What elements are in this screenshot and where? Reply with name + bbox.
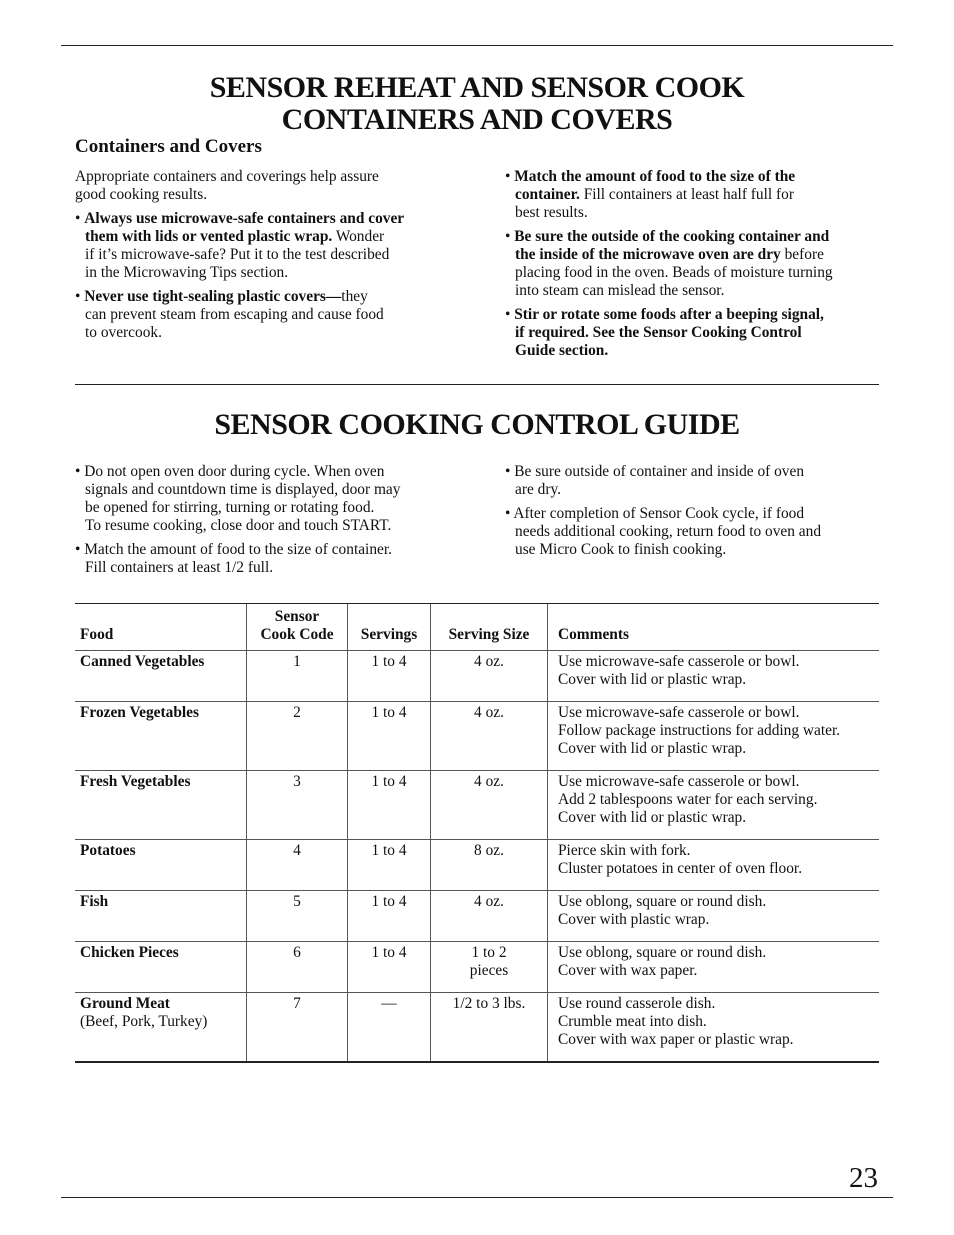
cell-food — [75, 993, 247, 1063]
cell-servings: 1 to 4 — [348, 891, 431, 942]
cell-comments: Use oblong, square or round dish. Cover with plastic wrap. — [548, 891, 880, 942]
food-name: Chicken Pieces — [80, 944, 179, 961]
cell-comments: Use microwave-safe casserole or bowl. Cover with lid or plastic wrap. — [548, 651, 880, 702]
food-name: Fish — [80, 893, 109, 910]
table-row — [75, 651, 879, 702]
table-row — [75, 840, 879, 891]
bullet-text: After completion of Sensor Cook cycle, if food needs additional cooking, return food to oven and use Micro Cook to finish cooking. — [513, 505, 822, 558]
cell-code: 3 — [247, 771, 348, 840]
bullet-text: Do not open oven door during cycle. When oven signals and countdown time is displayed, door may be opened for stirring, turning or rotating food. To resume cooking, close door and touch START. — [84, 463, 401, 534]
list-item: • Do not open oven door during cycle. When oven signals and countdown time is displayed, door may be opened for stirring, turning or rotating food. To resume cooking, close door and touch START. — [75, 463, 401, 534]
cell-code: 4 — [247, 840, 348, 891]
table-row — [75, 942, 879, 993]
list-item: • Be sure the outside of the cooking container and the inside of the microwave oven are dry before placing food in the oven. Beads of moisture turning into steam can mislead the sensor. — [505, 228, 833, 299]
header-serving-size: Serving Size — [431, 604, 548, 651]
cell-size: 1/2 to 3 lbs. — [431, 993, 548, 1063]
cell-comments: Use microwave-safe casserole or bowl. Add 2 tablespoons water for each serving. Cover with lid or plastic wrap. — [548, 771, 880, 840]
list-item: • Match the amount of food to the size of container. Fill containers at least 1/2 full. — [75, 541, 392, 576]
cell-code: 1 — [247, 651, 348, 702]
top-rule — [61, 45, 893, 46]
list-item: • After completion of Sensor Cook cycle, if food needs additional cooking, return food to oven and use Micro Cook to finish cooking. — [505, 505, 822, 558]
page-number: 23 — [849, 1162, 878, 1194]
food-name: Fresh Vegetables — [80, 773, 191, 790]
bullet-bold: Stir or rotate some foods after a beeping signal, if required. See the Sensor Cooking Control Guide section. — [514, 306, 824, 359]
cell-servings: — — [348, 993, 431, 1063]
bullet-bold: Always use microwave-safe containers and cover them with lids or vented plastic wrap. — [84, 210, 405, 245]
sensor-cooking-table — [75, 603, 879, 1063]
cell-food — [75, 942, 247, 993]
food-name: Frozen Vegetables — [80, 704, 199, 721]
page-title: SENSOR REHEAT AND SENSOR COOK CONTAINERS AND COVERS — [209, 71, 745, 136]
cell-code: 2 — [247, 702, 348, 771]
cell-comments: Use microwave-safe casserole or bowl. Follow package instructions for adding water. Cover with lid or plastic wrap. — [548, 702, 880, 771]
cell-code: 7 — [247, 993, 348, 1063]
table-row — [75, 891, 879, 942]
cell-code: 6 — [247, 942, 348, 993]
guide-left-column — [75, 463, 455, 583]
guide-right-column — [505, 463, 885, 565]
table-row — [75, 702, 879, 771]
cell-size: 1 to 2 pieces — [431, 942, 548, 993]
containers-intro: Appropriate containers and coverings help assure good cooking results. — [75, 168, 379, 203]
bullet-text: Fill containers at least half full for best results. — [515, 186, 794, 221]
bullet-bold: Be sure the outside of the cooking container and the inside of the microwave oven are dry — [514, 228, 830, 263]
cell-food — [75, 891, 247, 942]
food-name: Canned Vegetables — [80, 653, 205, 670]
cell-servings: 1 to 4 — [348, 651, 431, 702]
cell-size: 4 oz. — [431, 651, 548, 702]
bottom-rule — [61, 1197, 893, 1198]
list-item: • Stir or rotate some foods after a beeping signal, if required. See the Sensor Cooking Control Guide section. — [505, 306, 824, 359]
cell-servings: 1 to 4 — [348, 702, 431, 771]
header-comments: Comments — [548, 604, 880, 651]
cell-comments: Pierce skin with fork. Cluster potatoes in center of oven floor. — [548, 840, 880, 891]
guide-title: SENSOR COOKING CONTROL GUIDE — [214, 408, 740, 441]
food-name: Potatoes — [80, 842, 136, 859]
bullet-text: Be sure outside of container and inside of oven are dry. — [514, 463, 805, 498]
cell-food — [75, 651, 247, 702]
cell-servings: 1 to 4 — [348, 771, 431, 840]
list-item: • Match the amount of food to the size of the container. Fill containers at least half full for best results. — [505, 168, 796, 221]
cell-food — [75, 840, 247, 891]
cell-comments: Use oblong, square or round dish. Cover with wax paper. — [548, 942, 880, 993]
cell-comments: Use round casserole dish. Crumble meat into dish. Cover with wax paper or plastic wrap. — [548, 993, 880, 1063]
bullet-text: they can prevent steam from escaping and cause food to overcook. — [85, 288, 384, 341]
cell-size: 8 oz. — [431, 840, 548, 891]
cell-code: 5 — [247, 891, 348, 942]
cell-servings: 1 to 4 — [348, 942, 431, 993]
containers-right-column — [505, 168, 885, 366]
bullet-bold: Never use tight-sealing plastic covers— — [84, 288, 342, 305]
food-subtitle: (Beef, Pork, Turkey) — [80, 1013, 208, 1030]
cell-food — [75, 771, 247, 840]
header-servings: Servings — [348, 604, 431, 651]
cell-size: 4 oz. — [431, 771, 548, 840]
bullet-text: before placing food in the oven. Beads of moisture turning into steam can mislead the sensor. — [515, 246, 833, 299]
bullet-text: Match the amount of food to the size of container. Fill containers at least 1/2 full. — [84, 541, 392, 576]
cell-size: 4 oz. — [431, 702, 548, 771]
list-item: • Never use tight-sealing plastic covers—they can prevent steam from escaping and cause food to overcook. — [75, 288, 384, 341]
table-row — [75, 993, 879, 1063]
food-name: Ground Meat — [80, 995, 170, 1012]
header-sensor-code: Sensor Cook Code — [247, 604, 348, 651]
cell-servings: 1 to 4 — [348, 840, 431, 891]
bullet-bold: Match the amount of food to the size of the container. — [514, 168, 796, 203]
list-item: • Be sure outside of container and inside of oven are dry. — [505, 463, 805, 498]
bullet-text: Wonder if it’s microwave-safe? Put it to the test described in the Microwaving Tips section. — [85, 228, 390, 281]
table-row — [75, 771, 879, 840]
containers-left-column — [75, 168, 455, 348]
table-header-row — [75, 604, 879, 651]
cell-size: 4 oz. — [431, 891, 548, 942]
header-food: Food — [75, 604, 247, 651]
containers-subhead: Containers and Covers — [75, 136, 262, 157]
cell-food — [75, 702, 247, 771]
section-divider — [75, 384, 879, 385]
list-item: • Always use microwave-safe containers and cover them with lids or vented plastic wrap. Wonder if it’s microwave-safe? Put it to the test described in the Microwaving Tips section. — [75, 210, 405, 281]
